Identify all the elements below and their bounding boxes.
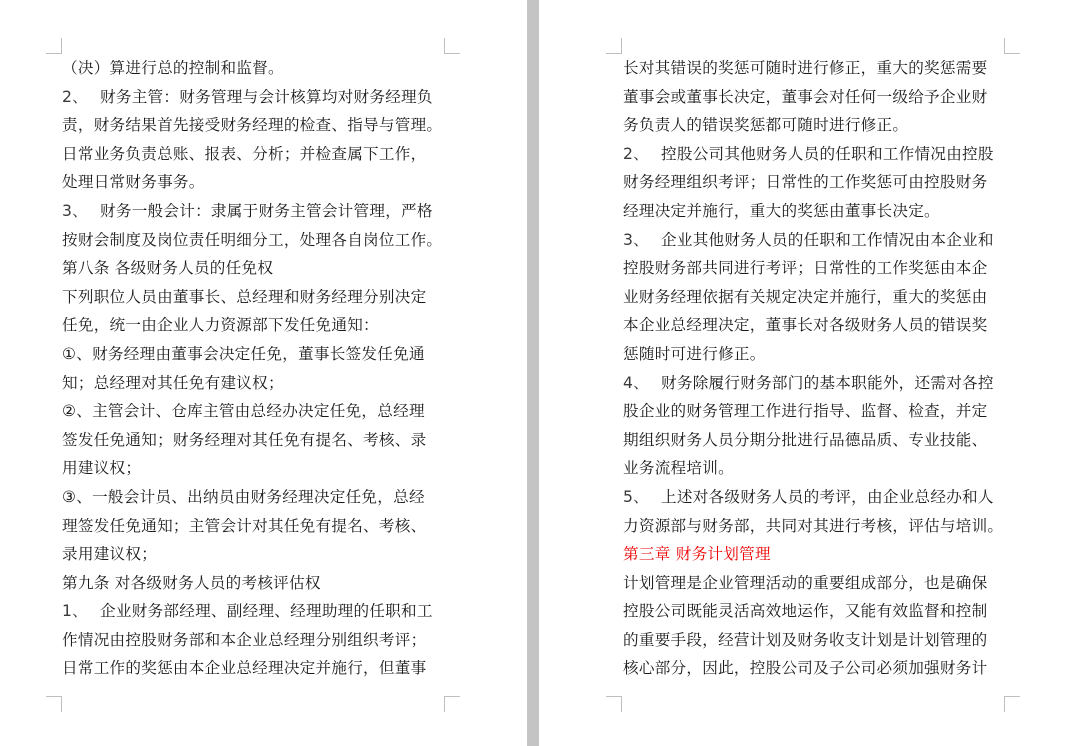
document-page-right[interactable]	[539, 0, 1075, 746]
text-line	[62, 569, 444, 598]
page-divider	[527, 0, 539, 746]
line-text: 经理决定并施行，重大的奖惩由董事长决定。	[623, 201, 940, 220]
text-line	[623, 369, 1005, 398]
chapter-heading	[623, 540, 1005, 569]
line-text: 长对其错误的奖惩可随时进行修正，重大的奖惩需要	[623, 59, 988, 77]
line-text: 按财会制度及岗位责任明细分工，处理各自岗位工作。	[62, 230, 443, 249]
list-number: 2、	[62, 87, 89, 106]
margin-mark-top-left	[46, 38, 62, 54]
line-text: 本企业总经理决定，董事长对各级财务人员的错误奖	[623, 316, 988, 335]
text-line	[623, 54, 1005, 83]
text-line	[623, 340, 1005, 369]
text-line	[62, 512, 444, 541]
line-text: 财务经理组织考评；日常性的工作奖惩可由控股财务	[623, 173, 988, 192]
margin-mark-top-left	[606, 38, 622, 54]
text-line	[623, 654, 1005, 683]
margin-mark-bottom-left	[606, 696, 622, 712]
line-text: 的重要手段，经营计划及财务收支计划是计划管理的	[623, 630, 988, 649]
text-line	[62, 597, 444, 626]
text-line	[62, 254, 444, 283]
line-text: 理签发任免通知；主管会计对其任免有提名、考核、	[62, 516, 427, 535]
line-text: 处理日常财务事务。	[62, 173, 205, 192]
line-text: 控股公司其他财务人员的任职和工作情况由控股	[661, 144, 994, 163]
line-text: 财务主管：财务管理与会计核算均对财务经理负	[100, 87, 433, 106]
text-line	[623, 569, 1005, 598]
margin-mark-bottom-right	[444, 696, 460, 712]
margin-mark-top-right	[1004, 38, 1020, 54]
list-number: 3、	[623, 230, 650, 249]
line-text: 知；总经理对其任免有建议权；	[62, 373, 284, 392]
list-number: 5、	[623, 487, 650, 506]
text-line	[62, 626, 444, 655]
text-line	[623, 83, 1005, 112]
line-text: 下列职位人员由董事长、总经理和财务经理分别决定	[62, 287, 427, 306]
line-text: 第三章 财务计划管理	[623, 545, 771, 564]
text-line	[62, 340, 444, 369]
line-text: 股企业的财务管理工作进行指导、监督、检查，并定	[623, 402, 988, 421]
text-line	[623, 311, 1005, 340]
text-line	[62, 54, 444, 83]
line-text: 控股公司既能灵活高效地运作，又能有效监督和控制	[623, 602, 988, 621]
line-text: 计划管理是企业管理活动的重要组成部分，也是确保	[623, 573, 988, 592]
text-line	[62, 226, 444, 255]
text-line	[623, 283, 1005, 312]
list-number: 1、	[62, 602, 89, 621]
text-line	[62, 283, 444, 312]
list-number: 2、	[623, 144, 650, 163]
line-text: 上述对各级财务人员的考评，由企业总经办和人	[661, 487, 994, 506]
text-line	[623, 226, 1005, 255]
text-line	[62, 111, 444, 140]
margin-mark-top-right	[444, 38, 460, 54]
text-line	[62, 311, 444, 340]
margin-mark-bottom-left	[46, 696, 62, 712]
text-line	[62, 369, 444, 398]
text-line	[62, 426, 444, 455]
text-line	[623, 197, 1005, 226]
line-text: 业财务经理依据有关规定决定并施行，重大的奖惩由	[623, 287, 988, 306]
line-text: 核心部分，因此，控股公司及子公司必须加强财务计	[623, 659, 988, 678]
line-text: 第九条 对各级财务人员的考核评估权	[62, 573, 321, 592]
text-line	[623, 512, 1005, 541]
line-text: 录用建议权；	[62, 545, 158, 564]
line-text: 控股财务部共同进行考评；日常性的工作奖惩由本企	[623, 259, 988, 278]
line-text: 企业财务部经理、副经理、经理助理的任职和工	[100, 602, 433, 621]
text-line	[62, 197, 444, 226]
line-text: ③、一般会计员、出纳员由财务经理决定任免，总经	[62, 487, 425, 506]
text-line	[623, 426, 1005, 455]
line-text: 业务流程培训。	[623, 459, 734, 478]
line-text: ②、主管会计、仓库主管由总经办决定任免，总经理	[62, 402, 425, 421]
text-line	[62, 654, 444, 683]
text-line	[62, 140, 444, 169]
line-text: 董事会或董事长决定，董事会对任何一级给予企业财	[623, 87, 988, 106]
line-text: 务负责人的错误奖惩都可随时进行修正。	[623, 116, 909, 135]
text-line	[62, 168, 444, 197]
line-text: ①、财务经理由董事会决定任免，董事长签发任免通	[62, 344, 425, 363]
line-text: 作情况由控股财务部和本企业总经理分别组织考评；	[62, 630, 427, 649]
line-text: 财务一般会计：隶属于财务主管会计管理，严格	[100, 201, 433, 220]
line-text: 日常业务负责总账、报表、分析；并检查属下工作，	[62, 144, 427, 163]
line-text: 责，财务结果首先接受财务经理的检查、指导与管理。	[62, 116, 443, 135]
line-text: 惩随时可进行修正。	[623, 344, 766, 363]
text-line	[623, 597, 1005, 626]
text-line	[62, 454, 444, 483]
text-line	[623, 140, 1005, 169]
text-line	[623, 626, 1005, 655]
margin-mark-bottom-right	[1004, 696, 1020, 712]
page-body-text[interactable]	[62, 54, 444, 683]
line-text: 企业其他财务人员的任职和工作情况由本企业和	[661, 230, 994, 249]
text-line	[623, 254, 1005, 283]
line-text: 力资源部与财务部，共同对其进行考核，评估与培训。	[623, 516, 1004, 535]
line-text: （决）算进行总的控制和监督。	[62, 59, 284, 77]
text-line	[623, 397, 1005, 426]
line-text: 财务除履行财务部门的基本职能外，还需对各控	[661, 373, 994, 392]
text-line	[623, 454, 1005, 483]
list-number: 4、	[623, 373, 650, 392]
line-text: 第八条 各级财务人员的任免权	[62, 259, 274, 278]
line-text: 日常工作的奖惩由本企业总经理决定并施行，但董事	[62, 659, 427, 678]
text-line	[623, 111, 1005, 140]
text-line	[623, 483, 1005, 512]
line-text: 签发任免通知；财务经理对其任免有提名、考核、录	[62, 430, 427, 449]
list-number: 3、	[62, 201, 89, 220]
line-text: 用建议权；	[62, 459, 142, 478]
text-line	[62, 397, 444, 426]
text-line	[62, 83, 444, 112]
line-text: 期组织财务人员分期分批进行品德品质、专业技能、	[623, 430, 988, 449]
text-line	[62, 483, 444, 512]
page-body-text[interactable]	[623, 54, 1005, 683]
text-line	[62, 540, 444, 569]
line-text: 任免，统一由企业人力资源部下发任免通知：	[62, 316, 379, 335]
document-page-left[interactable]	[0, 0, 527, 746]
text-line	[623, 168, 1005, 197]
